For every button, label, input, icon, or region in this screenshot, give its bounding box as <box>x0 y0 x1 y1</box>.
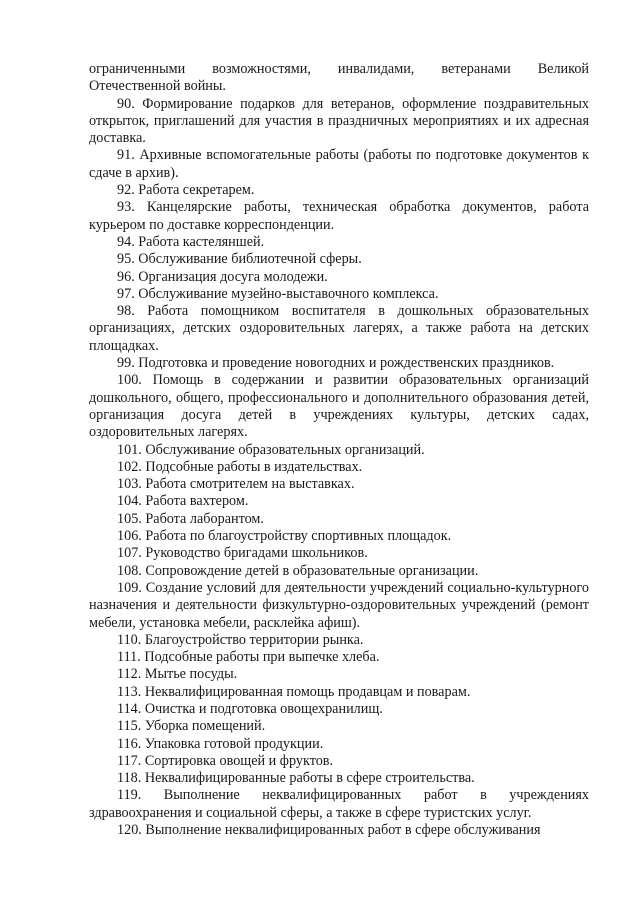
paragraph: 107. Руководство бригадами школьников. <box>117 545 368 562</box>
paragraph: 103. Работа смотрителем на выставках. <box>117 476 355 493</box>
paragraph: 96. Организация досуга молодежи. <box>117 268 328 285</box>
paragraph: 108. Сопровождение детей в образовательные организации. <box>117 562 479 579</box>
paragraph: 105. Работа лаборантом. <box>117 510 264 527</box>
paragraph: 91. Архивные вспомогательные работы (работы по подготовке документов к сдаче в архив). <box>89 147 589 181</box>
paragraph: 109. Создание условий для деятельности учреждений социально-культурного назначения и деятельности физкультурно-оздоровительных учреждений (ремонт мебели, установка мебели, расклейка афиш). <box>89 579 589 631</box>
paragraph: 98. Работа помощником воспитателя в дошкольных образовательных организациях, детских оздоровительных лагерях, а также работа на детских площадках. <box>89 303 589 354</box>
paragraph: 90. Формирование подарков для ветеранов, оформление поздравительных открыток, приглашений для участия в праздничных мероприятиях и их адресная доставка. <box>89 95 589 147</box>
paragraph: 114. Очистка и подготовка овощехранилищ. <box>117 700 383 717</box>
paragraph: 112. Мытье посуды. <box>117 666 238 683</box>
paragraph: 113. Неквалифицированная помощь продавцам и поварам. <box>117 683 471 700</box>
paragraph: 93. Канцелярские работы, техническая обработка документов, работа курьером по доставке корреспонденции. <box>89 199 589 233</box>
document-page <box>89 61 589 839</box>
paragraph: 102. Подсобные работы в издательствах. <box>117 458 363 475</box>
paragraph: 95. Обслуживание библиотечной сферы. <box>117 251 362 268</box>
paragraph: 120. Выполнение неквалифицированных работ в сфере обслуживания <box>117 822 541 839</box>
paragraph: 111. Подсобные работы при выпечке хлеба. <box>117 649 380 666</box>
paragraph: 115. Уборка помещений. <box>117 718 266 735</box>
paragraph: 99. Подготовка и проведение новогодних и рождественских праздников. <box>117 355 555 372</box>
paragraph: 110. Благоустройство территории рынка. <box>117 631 364 648</box>
paragraph: 106. Работа по благоустройству спортивных площадок. <box>117 528 452 545</box>
paragraph: 116. Упаковка готовой продукции. <box>117 735 324 752</box>
paragraph: 119. Выполнение неквалифицированных работ в учреждениях здравоохранения и социальной сферы, а также в сфере туристских услуг. <box>89 787 589 821</box>
paragraph: 104. Работа вахтером. <box>117 493 249 510</box>
paragraph: 101. Обслуживание образовательных организаций. <box>117 441 425 458</box>
paragraph: ограниченными возможностями, инвалидами, ветеранами Великой Отечественной войны. <box>89 61 589 95</box>
paragraph: 118. Неквалифицированные работы в сфере строительства. <box>117 770 475 787</box>
paragraph: 117. Сортировка овощей и фруктов. <box>117 752 334 769</box>
paragraph: 100. Помощь в содержании и развитии образовательных организаций дошкольного, общего, профессионального и дополнительного образования детей, организация досуга детей в учреждениях культуры, детских садах, оздоровительных лагерях. <box>89 372 589 441</box>
paragraph: 92. Работа секретарем. <box>117 182 255 199</box>
paragraph: 97. Обслуживание музейно-выставочного комплекса. <box>117 285 439 302</box>
paragraph: 94. Работа кастеляншей. <box>117 233 265 250</box>
